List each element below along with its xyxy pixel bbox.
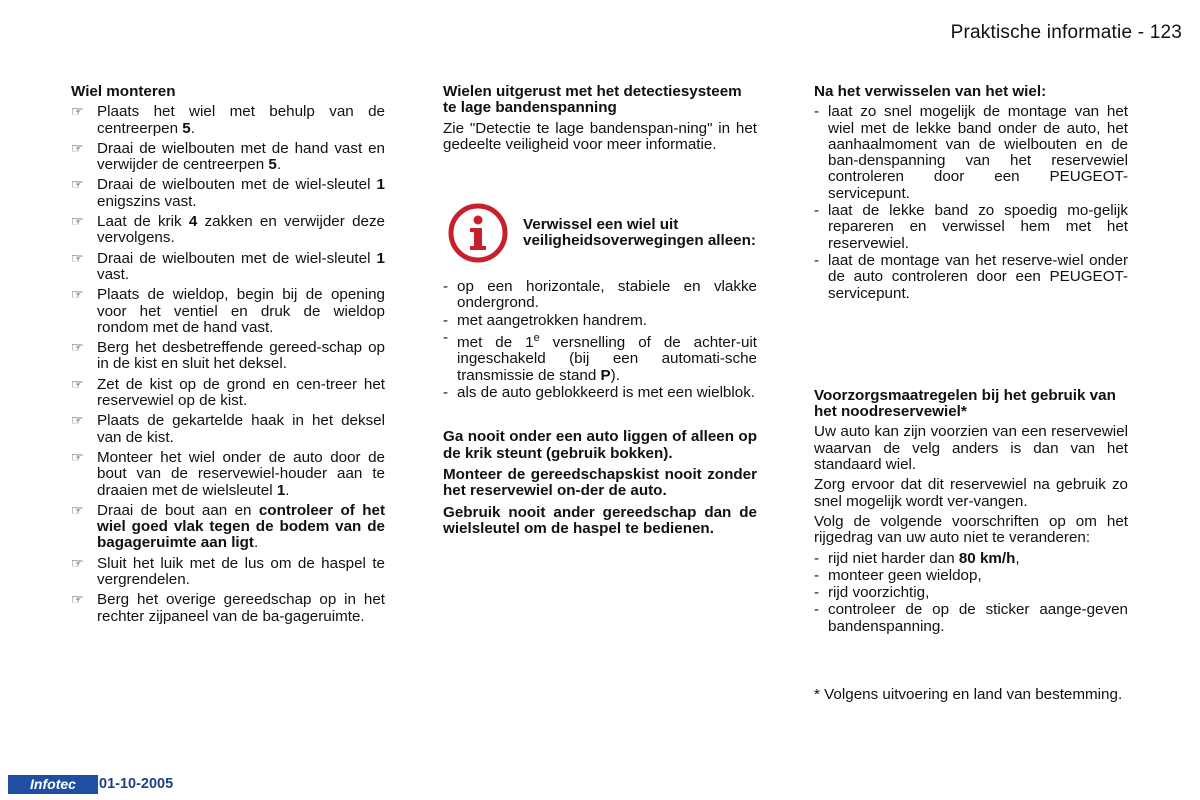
list-item: - laat de lekke band zo spoedig mo-gelijk repareren en verwissel hem met het reservewiel.	[814, 203, 1128, 252]
list-item	[71, 251, 385, 284]
text-run: met de 1	[457, 334, 534, 352]
text-run: Laat de krik	[97, 213, 189, 231]
pointing-hand-icon: ☞	[71, 501, 84, 518]
list-item	[71, 556, 385, 589]
text-run: 5	[268, 156, 277, 174]
list-item	[443, 330, 757, 384]
text-run: Draai de wielbouten met de wiel-sleutel	[97, 249, 377, 267]
paragraph: Zorg ervoor dat dit reservewiel na gebruik zo snel mogelijk wordt ver-vangen.	[814, 476, 1128, 510]
infotec-logo: Infotec	[8, 775, 98, 794]
safety-notice	[443, 197, 757, 269]
pointing-hand-icon: ☞	[71, 339, 84, 356]
list-item	[71, 104, 385, 137]
list-item: - laat zo snel mogelijk de montage van het wiel met de lekke band onder de auto, het aanhaalmoment van de wielbouten en de ban-denspanning van het reservewiel controleren door een PEUGEOT-servicepunt.	[814, 104, 1128, 202]
column-after-change	[814, 84, 1128, 707]
pointing-hand-icon: ☞	[71, 139, 84, 156]
mounting-steps-list	[71, 104, 385, 625]
text-run: 1	[276, 481, 286, 499]
list-item	[814, 585, 1128, 601]
text-run: zakken en verwijder deze vervolgens.	[97, 213, 385, 247]
conditions-list	[443, 279, 757, 401]
info-icon	[447, 202, 509, 264]
pointing-hand-icon: ☞	[71, 412, 84, 429]
text-run: 1	[376, 249, 385, 267]
text-run: Berg het desbetreffende gereed-schap op in de kist en sluit het deksel.	[97, 339, 385, 373]
intro-text: Zie "Detectie te lage bandenspan-ning" in het gedeelte veiligheid voor meer informatie.	[443, 119, 757, 153]
after-change-list	[814, 104, 1128, 302]
footnote: * Volgens uitvoering en land van bestemming.	[814, 686, 1123, 704]
text-run: P	[600, 366, 611, 384]
text-run: enigszins vast.	[97, 192, 197, 210]
list-item	[71, 377, 385, 410]
section-heading: Na het verwisselen van het wiel:	[814, 83, 1047, 100]
pointing-hand-icon: ☞	[71, 448, 84, 465]
pointing-hand-icon: ☞	[71, 375, 84, 392]
text-run: Monteer het wiel onder de auto door de bout van de reservewiel-houder aan te draaien met de wielsleutel	[97, 448, 385, 499]
text-run: als de auto geblokkeerd is met een wielblok.	[457, 384, 756, 402]
section-heading-spare: Voorzorgsmaatregelen bij het gebruik van het noodreservewiel*	[814, 386, 1116, 421]
paragraph: Uw auto kan zijn voorzien van een reservewiel waarvan de velg anders is dan van het standaard wiel.	[814, 423, 1128, 474]
text-run: 1	[376, 176, 385, 194]
text-run: controleer de op de sticker aange-geven bandenspanning.	[828, 601, 1128, 635]
list-item	[71, 177, 385, 210]
text-run: .	[276, 156, 282, 174]
text-run: versnelling of de achter-uit ingeschakeld (bij een automati-sche transmissie de stand	[457, 334, 757, 384]
warning-text: Monteer de gereedschapskist nooit zonder het reservewiel on-der de auto.	[443, 465, 757, 500]
spare-wheel-paragraphs	[814, 424, 1128, 546]
page-header: Praktische informatie - 123	[950, 22, 1182, 43]
pointing-hand-icon: ☞	[71, 103, 84, 120]
text-run: Sluit het luik met de lus om de haspel te vergrendelen.	[97, 554, 385, 589]
footer-date: 01-10-2005	[99, 776, 174, 792]
text-run: .	[285, 481, 290, 499]
text-run: Plaats de wieldop, begin bij de opening voor het ventiel en druk de wieldop rondom met de hand vast.	[97, 286, 385, 336]
text-run: op een horizontale, stabiele en vlakke ondergrond.	[457, 278, 757, 312]
list-item	[71, 141, 385, 174]
pointing-hand-icon: ☞	[71, 554, 84, 571]
list-item	[71, 450, 385, 499]
pointing-hand-icon: ☞	[71, 591, 84, 608]
column-detection-system	[443, 84, 757, 542]
list-item	[71, 413, 385, 446]
text-run: ).	[610, 366, 620, 384]
list-item	[71, 340, 385, 373]
section-heading: Wiel monteren	[71, 83, 176, 100]
list-item	[814, 568, 1128, 584]
text-run: controleer of het wiel goed vlak tegen de bodem van de bagageruimte aan ligt	[97, 501, 385, 552]
rules-list	[814, 551, 1128, 635]
list-item	[71, 592, 385, 625]
text-run: Plaats het wiel met behulp van de centreerpen	[97, 103, 385, 137]
list-item	[814, 602, 1128, 635]
list-item	[443, 385, 757, 401]
text-run: rijd niet harder dan	[828, 549, 959, 567]
text-run: ,	[1015, 549, 1020, 567]
warning-text: Ga nooit onder een auto liggen of alleen op de krik steunt (gebruik bokken).	[443, 428, 757, 462]
text-run: Zet de kist op de grond en cen-treer het reservewiel op de kist.	[97, 375, 385, 410]
text-run: Draai de wielbouten met de wiel-sleutel	[97, 176, 377, 194]
text-run: Berg het overige gereedschap op in het rechter zijpaneel van de ba-gageruimte.	[97, 591, 385, 625]
warnings-block	[443, 429, 757, 537]
text-run: 4	[188, 213, 198, 231]
pointing-hand-icon: ☞	[71, 286, 84, 303]
text-run: e	[533, 332, 540, 345]
list-item	[71, 503, 385, 552]
section-heading: Wielen uitgerust met het detectiesysteem te lage bandenspanning	[443, 83, 742, 117]
text-run: rijd voorzichtig,	[828, 584, 930, 602]
warning-text: Gebruik nooit ander gereedschap dan de wielsleutel om de haspel te bedienen.	[443, 503, 757, 537]
pointing-hand-icon: ☞	[71, 176, 84, 193]
text-run: monteer geen wieldop,	[828, 566, 982, 584]
text-run: Draai de wielbouten met de hand vast en verwijder de centreerpen	[97, 139, 385, 174]
list-item	[71, 287, 385, 336]
text-run: vast.	[97, 265, 130, 283]
text-run: met aangetrokken handrem.	[457, 311, 647, 329]
list-item	[443, 279, 757, 312]
pointing-hand-icon: ☞	[71, 213, 84, 230]
text-run: .	[190, 119, 195, 137]
list-item	[71, 214, 385, 247]
paragraph: Volg de volgende voorschriften op om het rijgedrag van uw auto niet te veranderen:	[814, 512, 1128, 547]
list-item	[443, 313, 757, 329]
text-run: 80 km/h	[958, 549, 1016, 567]
list-item	[814, 551, 1128, 567]
text-run: Plaats de gekartelde haak in het deksel van de kist.	[97, 412, 385, 446]
column-wheel-mounting	[71, 84, 385, 629]
text-run: .	[253, 534, 259, 552]
warning-title: Verwissel een wiel uit veiligheidsoverwegingen alleen:	[523, 215, 756, 250]
pointing-hand-icon: ☞	[71, 249, 84, 266]
text-run: Draai de bout aan en	[97, 501, 259, 519]
list-item: - laat de montage van het reserve-wiel onder de auto controleren door een PEUGEOT-servicepunt.	[814, 253, 1128, 302]
text-run: 5	[182, 119, 191, 137]
